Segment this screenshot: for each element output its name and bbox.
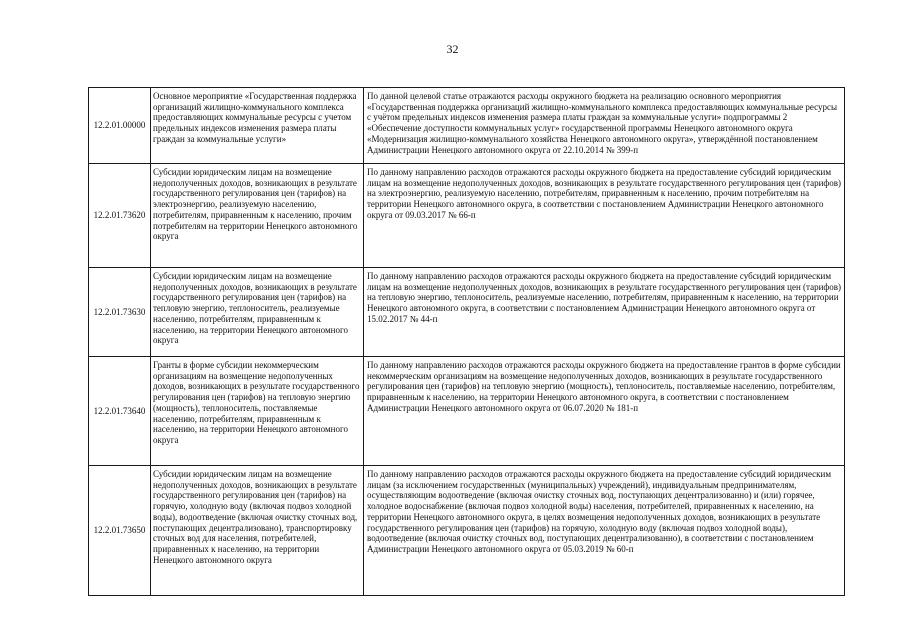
expense-name: Субсидии юридическим лицам на возмещение недополученных доходов, возникающих в результате государственного регулирования цен (тарифов) на горячую, холодную воду (включая подвоз холодной воды), водоотведение (включая очистку сточных вод, поступающих децентрализовано), транспортировку сточных вод для населения, потребителей, приравненных к населению, на территории Ненецкого автономного округа: [151, 466, 364, 596]
target-article-code: 12.2.01.00000: [89, 88, 151, 164]
table-row: [89, 268, 845, 357]
target-article-code: 12.2.01.73630: [89, 268, 151, 357]
expense-description: По данному направлению расходов отражаются расходы окружного бюджета на предоставление субсидий юридическим лицам на возмещение недополученных доходов, возникающих в результате государственного регулирования цен (тарифов) на электроэнергию, реализуемую населению, потребителям, приравненным к населению, прочим потребителям на территории Ненецкого автономного округа, в соответствии с постановлением Администрации Ненецкого автономного округа от 09.03.2017 № 66-п: [364, 164, 845, 268]
expense-description: По данному направлению расходов отражаются расходы окружного бюджета на предоставление субсидий юридическим лицам на возмещение недополученных доходов, возникающих в результате государственного регулирования цен (тарифов) на тепловую энергию, теплоноситель, реализуемые населению, потребителям, приравненным к населению, на территории Ненецкого автономного округа, в соответствии с постановлением Администрации Ненецкого автономного округа от 15.02.2017 № 44-п: [364, 268, 845, 357]
budget-classification-table: [88, 87, 845, 596]
expense-description: По данному направлению расходов отражаются расходы окружного бюджета на предоставление грантов в форме субсидии некоммерческим организациям на возмещение недополученных доходов, возникающих в результате государственного регулирования цен (тарифов) на тепловую энергию (мощность), теплоноситель, поставляемые населению, потребителям, приравненным к населению, на территории Ненецкого автономного округа, в соответствии с постановлением Администрации Ненецкого автономного округа от 06.07.2020 № 181-п: [364, 357, 845, 466]
expense-name: Гранты в форме субсидии некоммерческим организациям на возмещение недополученных доходов, возникающих в результате государственного регулирования цен (тарифов) на тепловую энергию (мощность), теплоноситель, поставляемые населению, потребителям, приравненным к населению, на территории Ненецкого автономного округа: [151, 357, 364, 466]
page-number: 32: [446, 42, 459, 56]
table-row: [89, 88, 845, 164]
table-row: [89, 164, 845, 268]
expense-description: По данному направлению расходов отражаются расходы окружного бюджета на предоставление субсидий юридическим лицам (за исключением государственных (муниципальных) учреждений), индивидуальным предпринимателям, осуществляющим водоотведение (включая очистку сточных вод, поступающих децентрализованно) и (или) горячее, холодное водоснабжение (включая подвоз холодной воды) населения, потребителей, приравненных к населению, на территории Ненецкого автономного округа, в целях возмещения недополученных доходов, возникающих в результате государственного регулирования цен (тарифов) на горячую, холодную воду (включая подвоз холодной воды), водоотведение (включая очистку сточных вод, поступающих децентрализованно), в соответствии с постановлением Администрации Ненецкого автономного округа от 05.03.2019 № 60-п: [364, 466, 845, 596]
expense-name: Субсидии юридическим лицам на возмещение недополученных доходов, возникающих в результате государственного регулирования цен (тарифов) на тепловую энергию, теплоноситель, реализуемые населению, потребителям, приравненным к населению, на территории Ненецкого автономного округа: [151, 268, 364, 357]
expense-name: Основное мероприятие «Государственная поддержка организаций жилищно-коммунального комплекса предоставляющих коммунальные ресурсы с учетом предельных индексов изменения размера платы граждан за коммунальные услуги»: [151, 88, 364, 164]
target-article-code: 12.2.01.73620: [89, 164, 151, 268]
target-article-code: 12.2.01.73640: [89, 357, 151, 466]
expense-name: Субсидии юридическим лицам на возмещение недополученных доходов, возникающих в результате государственного регулирования цен (тарифов) на электроэнергию, реализуемую населению, потребителям, приравненным к населению, прочим потребителям на территории Ненецкого автономного округа: [151, 164, 364, 268]
target-article-code: 12.2.01.73650: [89, 466, 151, 596]
expense-description: По данной целевой статье отражаются расходы окружного бюджета на реализацию основного мероприятия «Государственная поддержка организаций жилищно-коммунального комплекса предоставляющих коммунальные ресурсы с учётом предельных индексов изменения размера платы граждан за коммунальные услуги» подпрограммы 2 «Обеспечение доступности коммунальных услуг» государственной программы Ненецкого автономного округа «Модернизация жилищно-коммунального хозяйства Ненецкого автономного округа», утверждённой постановлением Администрации Ненецкого автономного округа от 22.10.2014 № 399-п: [364, 88, 845, 164]
table-row: [89, 357, 845, 466]
table-row: [89, 466, 845, 596]
